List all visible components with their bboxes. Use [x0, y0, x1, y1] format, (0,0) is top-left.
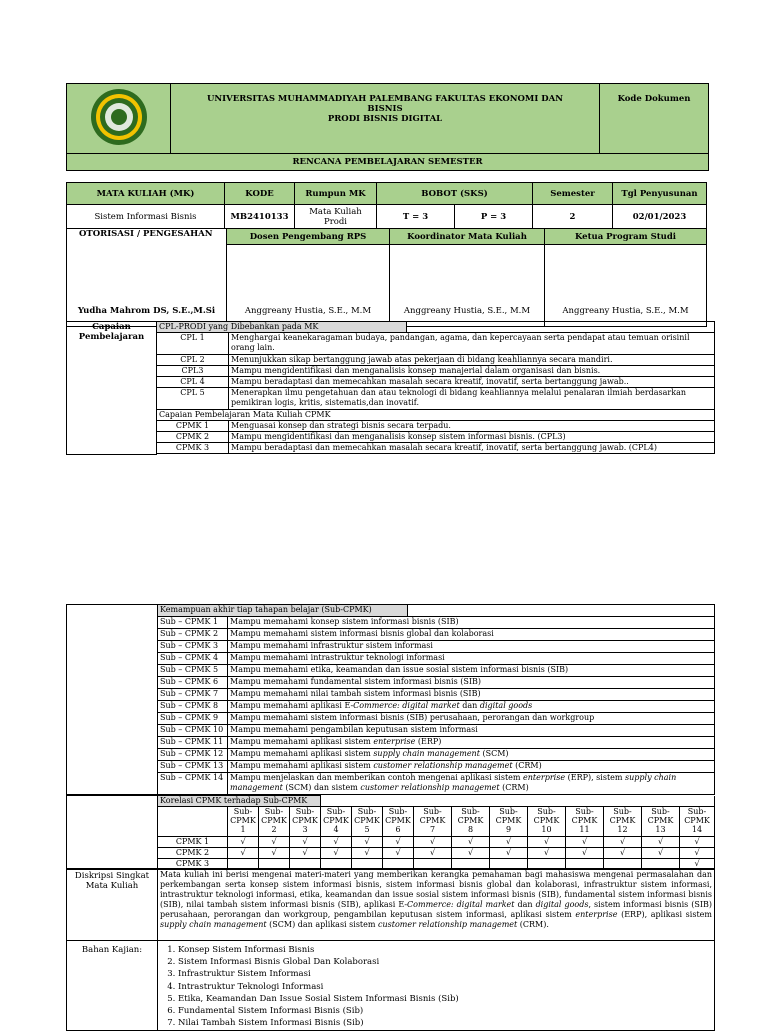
- text-part: Mampu memahami aplikasi sistem: [230, 761, 374, 770]
- bahan-list-cell: [158, 941, 715, 1031]
- korelasi-check-cell: √: [290, 837, 321, 848]
- korelasi-row: [67, 837, 715, 848]
- text-italic: supply chain management: [373, 749, 480, 758]
- korelasi-check-cell: √: [680, 848, 715, 859]
- bahan-item: 4. Intrastruktur Teknologi Informasi: [178, 981, 712, 993]
- semester-value: 2: [533, 205, 613, 229]
- korelasi-column-header: Sub-CPMK 6: [383, 807, 414, 837]
- cpl-code: CPL 2: [157, 355, 229, 366]
- bahan-item: 2. Sistem Informasi Bisnis Global Dan Kolaborasi: [178, 956, 712, 968]
- subcpmk-text: [228, 701, 715, 713]
- tgl-header: Tgl Penyusunan: [613, 183, 707, 205]
- text-part: Mata kuliah ini berisi mengenai materi-materi yang memberikan kerangka pemahaman bagi mahasiswa mengenai permasalahan dan perkembangan serta konsep sistem informasi bisnis, sistem informasi bisnis global dan kolaborasi, infrastruktur sistem informasi, intrastruktur teknologi informasi, etika, keamandan dan issue sosial sistem informasi bisnis (SIB), fundamental sistem informasi bisnis (SIB), nilai tambah sistem informasi bisnis (SIB), aplikasi E-: [160, 870, 712, 909]
- text-italic: customer relationship managemet: [373, 761, 513, 770]
- korelasi-check-cell: √: [321, 848, 352, 859]
- korelasi-column-header: Sub-CPMK 8: [452, 807, 490, 837]
- text-italic: supply chain management: [230, 773, 677, 792]
- prodi-name: PRODI BISNIS DIGITAL: [327, 114, 443, 124]
- rumpun-value: Mata Kuliah Prodi: [295, 205, 377, 229]
- text-part: (SCM) dan aplikasi sistem: [266, 920, 378, 929]
- subcpmk-text: Mampu memahami fundamental sistem informasi bisnis (SIB): [228, 677, 715, 689]
- korelasi-header: Korelasi CPMK terhadap Sub-CPMK: [158, 796, 321, 807]
- text-italic: Commerce: digital market: [353, 701, 460, 710]
- text-italic: digital goods: [535, 900, 589, 909]
- text-italic: digital goods: [479, 701, 533, 710]
- logo-cell: [67, 84, 171, 154]
- text-part: (CRM).: [517, 920, 549, 929]
- korelasi-check-cell: √: [414, 837, 452, 848]
- university-line2: BISNIS: [367, 104, 403, 114]
- text-part: Mampu memahami aplikasi sistem: [230, 737, 374, 746]
- korelasi-column-header: Sub-CPMK 11: [566, 807, 604, 837]
- korelasi-check-cell: √: [259, 837, 290, 848]
- bahan-item: 3. Infrastruktur Sistem Informasi: [178, 968, 712, 980]
- korelasi-column-header: Sub-CPMK 4: [321, 807, 352, 837]
- korelasi-column-header: Sub-CPMK 7: [414, 807, 452, 837]
- korelasi-column-header: Sub-CPMK 1: [228, 807, 259, 837]
- cpl-text: Menerapkan ilmu pengetahuan dan atau teknologi di bidang keahliannya melalui penalaran ilmiah berdasarkan pemikiran logis, kritis, sistematis,dan inovatif.: [229, 388, 715, 410]
- cpl-code: CPL 5: [157, 388, 229, 410]
- text-part: dan: [459, 701, 480, 710]
- koordinator-label: Koordinator Mata Kuliah: [390, 229, 545, 245]
- subcpmk-code: Sub – CPMK 1: [158, 617, 228, 629]
- korelasi-left: [67, 796, 158, 870]
- korelasi-check-cell: √: [228, 837, 259, 848]
- cpl-header: CPL-PRODI yang Dibebankan pada MK: [157, 322, 407, 333]
- text-italic: customer relationship managemet: [378, 920, 518, 929]
- text-part: Mampu memahami aplikasi sistem: [230, 749, 374, 758]
- subcpmk-code: Sub – CPMK 2: [158, 629, 228, 641]
- korelasi-check-cell: √: [452, 837, 490, 848]
- subcpmk-text: [228, 737, 715, 749]
- header-table: [66, 83, 709, 171]
- otorisasi-table: [66, 228, 707, 327]
- korelasi-check-cell: √: [228, 848, 259, 859]
- text-italic: supply chain management: [160, 920, 267, 929]
- cpmk-code: CPMK 3: [157, 443, 229, 454]
- subcpmk-text: [228, 761, 715, 773]
- cpl-code: CPL3: [157, 366, 229, 377]
- text-italic: enterprise: [523, 773, 566, 782]
- text-italic: customer relationship managemet: [360, 783, 500, 792]
- deskripsi-label: Diskripsi Singkat Mata Kuliah: [67, 869, 158, 941]
- korelasi-check-cell: √: [490, 837, 528, 848]
- korelasi-check-cell: √: [642, 837, 680, 848]
- subcpmk-code: Sub – CPMK 7: [158, 689, 228, 701]
- cpmk-code: CPMK 2: [157, 432, 229, 443]
- korelasi-check-cell: √: [566, 837, 604, 848]
- subcpmk-text: Mampu memahami infrastruktur sistem informasi: [228, 641, 715, 653]
- signer-main-name: Yudha Mahrom DS, S.E.,M.Si: [77, 306, 216, 316]
- korelasi-check-cell: √: [452, 848, 490, 859]
- korelasi-check-cell: √: [566, 848, 604, 859]
- kode-dokumen-cell: [600, 84, 709, 154]
- subcpmk-text: Mampu memahami pengambilan keputusan sistem informasi: [228, 725, 715, 737]
- capaian-table: [66, 321, 715, 455]
- subcpmk-code: Sub – CPMK 3: [158, 641, 228, 653]
- subcpmk-code: Sub – CPMK 13: [158, 761, 228, 773]
- text-part: (ERP), sistem: [565, 773, 626, 782]
- course-table: [66, 182, 707, 229]
- deskripsi-table: [66, 868, 715, 1031]
- cpmk-text: Mampu beradaptasi dan memecahkan masalah secara kreatif, inovatif, serta bertanggung jawab. (CPL4): [229, 443, 715, 454]
- text-part: Mampu memahami aplikasi E-: [230, 701, 354, 710]
- koordinator-name: Anggreany Hustia, S.E., M.M: [403, 306, 531, 316]
- korelasi-check-cell: √: [604, 848, 642, 859]
- text-part: Mampu menjelaskan dan memberikan contoh mengenai aplikasi sistem: [230, 773, 524, 782]
- subcpmk-code: Sub – CPMK 5: [158, 665, 228, 677]
- text-part: (CRM): [512, 761, 542, 770]
- capaian-label: Capaian Pembelajaran: [67, 322, 157, 455]
- korelasi-table: [66, 795, 715, 870]
- text-part: (ERP), aplikasi sistem: [617, 910, 712, 919]
- text-part: dan: [514, 900, 536, 909]
- text-italic: Commerce: digital market: [407, 900, 515, 909]
- subcpmk-header: Kemampuan akhir tiap tahapan belajar (Sub-CPMK): [158, 605, 408, 617]
- dosen-sign: [227, 245, 390, 327]
- subcpmk-code: Sub – CPMK 6: [158, 677, 228, 689]
- korelasi-check-cell: √: [528, 848, 566, 859]
- deskripsi-text: [158, 869, 715, 941]
- bahan-item: 5. Etika, Keamandan Dan Issue Sosial Sistem Informasi Bisnis (Sib): [178, 993, 712, 1005]
- korelasi-row-label: CPMK 1: [158, 837, 228, 848]
- subcpmk-text: Mampu memahami nilai tambah sistem informasi bisnis (SIB): [228, 689, 715, 701]
- subcpmk-table: [66, 604, 715, 795]
- bahan-item: 1. Konsep Sistem Informasi Bisnis: [178, 944, 712, 956]
- cpl-code: CPL 4: [157, 377, 229, 388]
- text-part: (ERP): [415, 737, 442, 746]
- subcpmk-code: Sub – CPMK 12: [158, 749, 228, 761]
- korelasi-column-row: [67, 807, 715, 837]
- korelasi-check-cell: √: [321, 837, 352, 848]
- korelasi-column-header: Sub-CPMK 5: [352, 807, 383, 837]
- korelasi-row-label: CPMK 3: [158, 859, 228, 870]
- subcpmk-code: Sub – CPMK 10: [158, 725, 228, 737]
- dosen-label: Dosen Pengembang RPS: [227, 229, 390, 245]
- korelasi-column-header: Sub-CPMK 2: [259, 807, 290, 837]
- university-logo: [89, 87, 149, 147]
- doc-title: RENCANA PEMBELAJARAN SEMESTER: [67, 154, 709, 171]
- text-part: (CRM): [499, 783, 529, 792]
- cpl-text: Menghargai keanekaragaman budaya, pandangan, agama, dan kepercayaan serta pendapat atau temuan orisinil orang lain.: [229, 333, 715, 355]
- text-part: , sistem informasi bisnis (SIB) perusahaan, perorangan dan workgroup, pengambilan keputusan sistem informasi, aplikasi sistem: [160, 900, 712, 919]
- kode-value: MB2410133: [225, 205, 295, 229]
- bobot-t-value: T = 3: [377, 205, 455, 229]
- subcpmk-text: Mampu memahami sistem informasi bisnis (SIB) perusahaan, perorangan dan workgroup: [228, 713, 715, 725]
- dosen-name: Anggreany Hustia, S.E., M.M: [244, 306, 372, 316]
- university-line1: UNIVERSITAS MUHAMMADIYAH PALEMBANG FAKULTAS EKONOMI DAN: [206, 94, 564, 104]
- kaprodi-name: Anggreany Hustia, S.E., M.M: [562, 306, 689, 316]
- koordinator-sign: [390, 245, 545, 327]
- kaprodi-sign: [545, 245, 707, 327]
- korelasi-check-cell: √: [414, 848, 452, 859]
- cpl-header-blank: [407, 322, 715, 333]
- bobot-p-value: P = 3: [455, 205, 533, 229]
- kaprodi-label: Ketua Program Studi: [545, 229, 707, 245]
- bobot-header: BOBOT (SKS): [377, 183, 533, 205]
- signer-main: [67, 245, 227, 327]
- bahan-list: [160, 944, 712, 1029]
- korelasi-row-label: CPMK 2: [158, 848, 228, 859]
- korelasi-check-cell: √: [352, 848, 383, 859]
- cpl-text: Mampu beradaptasi dan memecahkan masalah secara kreatif, inovatif, serta bertanggung jawab..: [229, 377, 715, 388]
- subcpmk-text: Mampu memahami etika, keamandan dan issue sosial sistem informasi bisnis (SIB): [228, 665, 715, 677]
- subcpmk-text: Mampu memahami intrastruktur teknologi informasi: [228, 653, 715, 665]
- cpl-text: Mampu mengidentifikasi dan menganalisis konsep manajerial dalam organisasi dan bisnis.: [229, 366, 715, 377]
- subcpmk-left: [67, 605, 158, 795]
- tgl-value: 02/01/2023: [613, 205, 707, 229]
- korelasi-column-header: Sub-CPMK 12: [604, 807, 642, 837]
- korelasi-check-cell: √: [383, 848, 414, 859]
- korelasi-check-cell: √: [352, 837, 383, 848]
- subcpmk-text: Mampu memahami sistem informasi bisnis global dan kolaborasi: [228, 629, 715, 641]
- subcpmk-text: [228, 773, 715, 795]
- subcpmk-code: Sub – CPMK 4: [158, 653, 228, 665]
- mk-value: Sistem Informasi Bisnis: [67, 205, 225, 229]
- subcpmk-header-blank: [408, 605, 715, 617]
- korelasi-column-header: Sub-CPMK 13: [642, 807, 680, 837]
- korelasi-column-header: Sub-CPMK 3: [290, 807, 321, 837]
- cpmk-header: Capaian Pembelajaran Mata Kuliah CPMK: [157, 410, 715, 421]
- subcpmk-code: Sub – CPMK 14: [158, 773, 228, 795]
- bahan-item: 7. Nilai Tambah Sistem Informasi Bisnis (Sib): [178, 1017, 712, 1029]
- korelasi-column-header: Sub-CPMK 9: [490, 807, 528, 837]
- subcpmk-code: Sub – CPMK 11: [158, 737, 228, 749]
- university-name-cell: [171, 84, 600, 154]
- kode-dokumen-label: Kode Dokumen: [617, 94, 691, 104]
- mk-header: MATA KULIAH (MK): [67, 183, 225, 205]
- bahan-item: 6. Fundamental Sistem Informasi Bisnis (Sib): [178, 1005, 712, 1017]
- cpmk-text: Menguasai konsep dan strategi bisnis secara terpadu.: [229, 421, 715, 432]
- korelasi-header-blank: [321, 796, 715, 807]
- korelasi-check-cell: √: [528, 837, 566, 848]
- korelasi-check-cell: √: [680, 837, 715, 848]
- subcpmk-text: Mampu memahami konsep sistem informasi bisnis (SIB): [228, 617, 715, 629]
- text-part: (SCM) dan sistem: [282, 783, 361, 792]
- korelasi-column-header: Sub-CPMK 14: [680, 807, 715, 837]
- text-part: (SCM): [479, 749, 509, 758]
- korelasi-check-cell: √: [259, 848, 290, 859]
- korelasi-row: [67, 848, 715, 859]
- cpl-text: Menunjukkan sikap bertanggung jawab atas pekerjaan di bidang keahliannya secara mandiri.: [229, 355, 715, 366]
- korelasi-column-header: Sub-CPMK 10: [528, 807, 566, 837]
- subcpmk-text: [228, 749, 715, 761]
- cpl-code: CPL 1: [157, 333, 229, 355]
- korelasi-check-cell: √: [290, 848, 321, 859]
- korelasi-check-cell: √: [490, 848, 528, 859]
- subcpmk-code: Sub – CPMK 9: [158, 713, 228, 725]
- korelasi-corner: [158, 807, 228, 837]
- korelasi-check-cell: √: [642, 848, 680, 859]
- subcpmk-code: Sub – CPMK 8: [158, 701, 228, 713]
- spacer: [157, 454, 715, 455]
- korelasi-check-cell: √: [383, 837, 414, 848]
- rumpun-header: Rumpun MK: [295, 183, 377, 205]
- kode-header: KODE: [225, 183, 295, 205]
- bahan-label: Bahan Kajian:: [67, 941, 158, 1031]
- otorisasi-label: OTORISASI / PENGESAHAN: [67, 229, 227, 245]
- text-italic: enterprise: [373, 737, 416, 746]
- cpmk-text: Mampu mengidentifikasi dan menganalisis konsep sistem informasi bisnis. (CPL3): [229, 432, 715, 443]
- korelasi-check-cell: √: [680, 859, 715, 870]
- korelasi-check-cell: √: [604, 837, 642, 848]
- cpmk-code: CPMK 1: [157, 421, 229, 432]
- semester-header: Semester: [533, 183, 613, 205]
- text-italic: enterprise: [575, 910, 618, 919]
